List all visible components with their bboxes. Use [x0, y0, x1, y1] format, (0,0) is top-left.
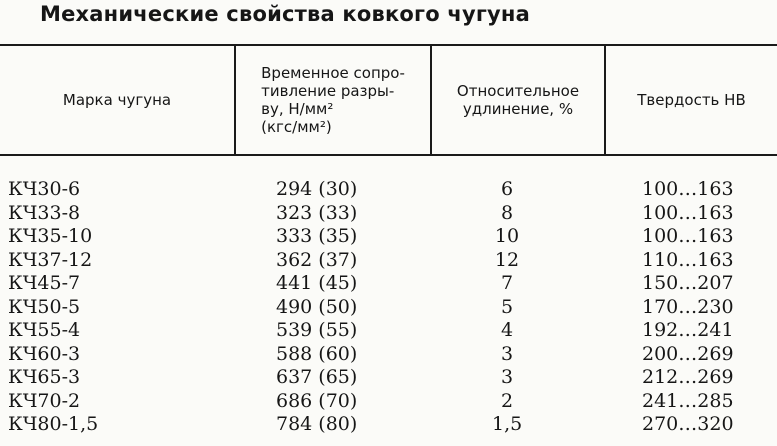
cell-elongation: 4: [500, 319, 514, 341]
table-row: [0, 272, 777, 295]
cell-strength: 588 (60): [276, 342, 358, 365]
header-hardness-label: Твердость НВ: [637, 91, 746, 109]
header-bottom-rule: [0, 154, 777, 156]
header-hardness: [606, 46, 777, 154]
cell-elongation: 10: [494, 225, 520, 247]
cell-hardness: 100…163: [642, 201, 734, 224]
cell-hardness: 150…207: [642, 272, 734, 294]
cell-hardness: 200…269: [642, 342, 734, 365]
cell-strength: 539 (55): [276, 319, 358, 341]
cell-elongation: 8: [500, 201, 514, 224]
cell-grade: КЧ55-4: [8, 319, 81, 341]
cell-hardness: 270…320: [642, 413, 734, 435]
table-row: [0, 319, 777, 342]
header-strength-line-4: (кгс/мм²): [261, 118, 332, 136]
cell-elongation: 7: [500, 272, 514, 294]
cell-hardness: 100…163: [642, 225, 734, 247]
cell-hardness: 241…285: [642, 389, 734, 412]
table-row: [0, 366, 777, 389]
cell-strength: 784 (80): [276, 413, 358, 435]
cell-strength: 441 (45): [276, 272, 358, 294]
cell-grade: КЧ35-10: [8, 225, 93, 247]
cell-grade: КЧ50-5: [8, 295, 81, 318]
cell-grade: КЧ60-3: [8, 342, 81, 365]
cell-grade: КЧ70-2: [8, 389, 81, 412]
cell-grade: КЧ80-1,5: [8, 413, 99, 435]
cell-elongation: 6: [500, 178, 514, 200]
cell-grade: КЧ65-3: [8, 366, 81, 388]
header-strength: [236, 46, 430, 154]
cell-hardness: 100…163: [642, 178, 734, 200]
table-row: [0, 390, 777, 413]
cell-elongation: 3: [500, 342, 514, 365]
table-row: [0, 225, 777, 248]
header-strength-line-1: Временное сопро-: [261, 64, 405, 82]
cell-strength: 686 (70): [276, 389, 358, 412]
cell-grade: КЧ33-8: [8, 201, 81, 224]
cell-grade: КЧ30-6: [8, 178, 81, 200]
header-strength-line-2: тивление разры-: [261, 82, 395, 100]
cell-strength: 323 (33): [276, 201, 358, 224]
header-elongation: [432, 46, 604, 154]
cell-hardness: 192…241: [642, 319, 734, 341]
cell-strength: 294 (30): [276, 178, 358, 200]
table-row: [0, 413, 777, 436]
cell-strength: 333 (35): [276, 225, 358, 247]
header-strength-line-3: ву, Н/мм²: [261, 100, 334, 118]
cell-elongation: 1,5: [492, 413, 523, 435]
cell-hardness: 170…230: [642, 295, 734, 318]
cell-hardness: 110…163: [642, 248, 734, 271]
cell-elongation: 3: [500, 366, 514, 388]
cell-elongation: 5: [500, 295, 514, 318]
cell-elongation: 2: [500, 389, 514, 412]
header-elongation-line-2: удлинение, %: [462, 100, 574, 118]
table-row: [0, 178, 777, 201]
header-elongation-line-1: Относительное: [456, 82, 580, 100]
table-row: [0, 249, 777, 272]
table-row: [0, 202, 777, 225]
cell-grade: КЧ37-12: [8, 248, 93, 271]
cell-strength: 362 (37): [276, 248, 358, 271]
cell-elongation: 12: [494, 248, 520, 271]
header-grade: [0, 46, 234, 154]
table-row: [0, 343, 777, 366]
cell-hardness: 212…269: [642, 366, 734, 388]
page-title: Механические свойства ковкого чугуна: [40, 2, 530, 26]
cell-strength: 637 (65): [276, 366, 358, 388]
cell-grade: КЧ45-7: [8, 272, 81, 294]
cell-strength: 490 (50): [276, 295, 358, 318]
table-row: [0, 296, 777, 319]
header-grade-label: Марка чугуна: [62, 91, 172, 109]
